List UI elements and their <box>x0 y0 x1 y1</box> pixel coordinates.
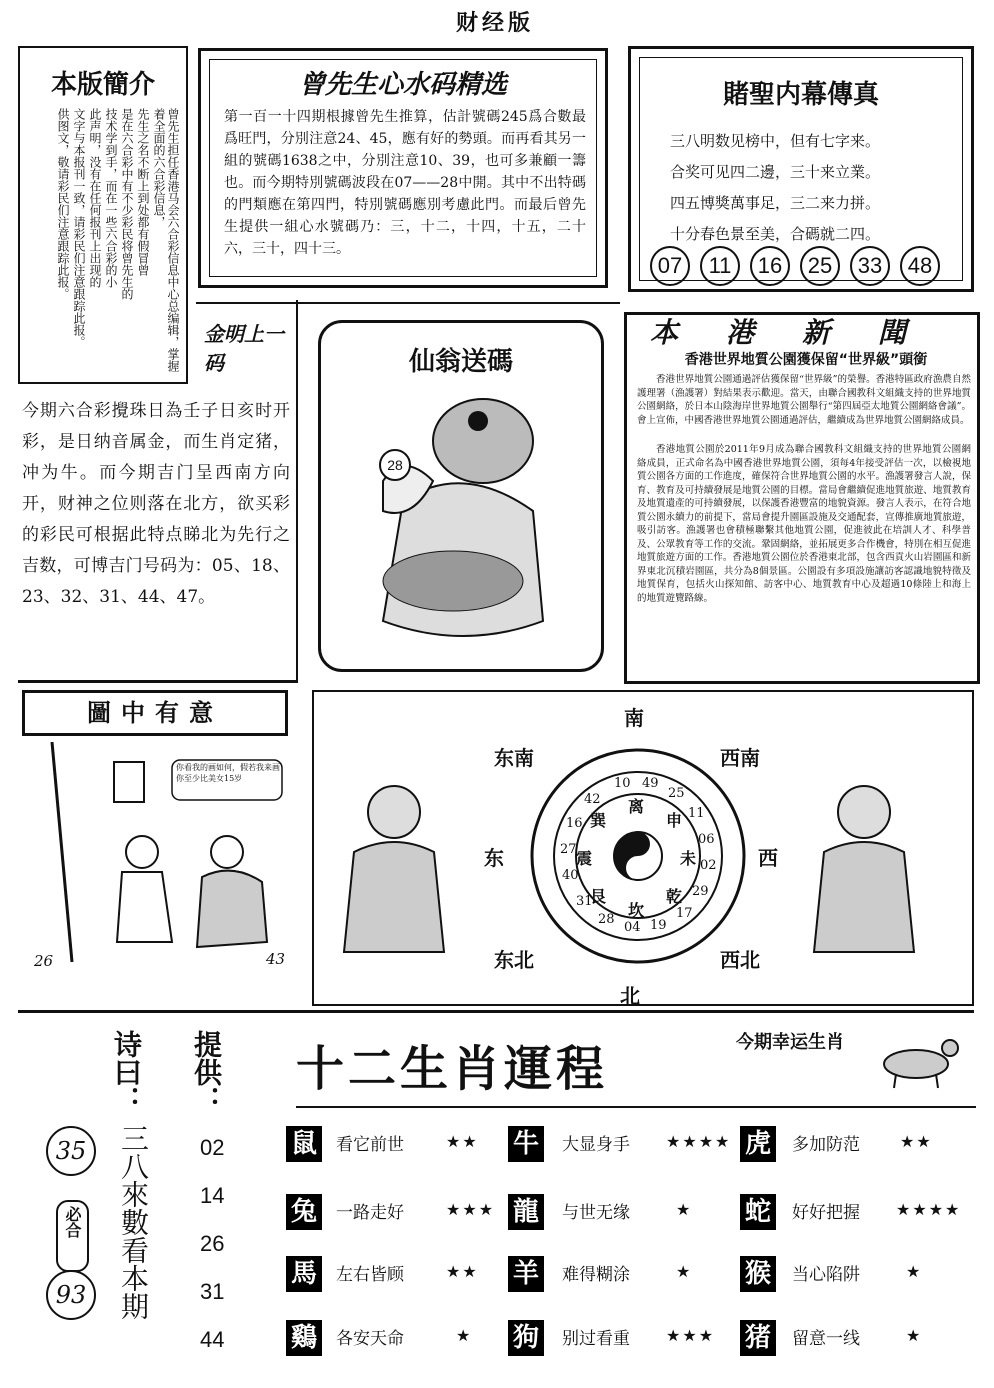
number-ball: 07 <box>650 246 690 286</box>
compass-number: 16 <box>566 816 583 831</box>
zodiac-sign: 狗 <box>508 1320 544 1356</box>
news-p2: 香港地質公園於2011年9月成為聯合國教科文組織支持的世界地質公園網絡成員，正式命名為中國香港世界地質公園，須每4年接受評估一次，以檢視地質公園各方面的工作進度，確保符合世界地質公園的水平。漁護署發言人說，保育、教育及可持續發展是地質公園的目標。當局會繼續促進地質旅遊、地質教育及地質遺產的可持續發展，以保護香港豐富的地貌資源。發言人表示，在符合地質公園永續力的前提下，當局會提升園區設施及交通配套，宣傳推廣地質旅遊，吸引訪客。漁護署也會積極聯繫其他地質公園，促進彼此在培訓人才、科學普及、公眾教育等工作的交流。鞏固網絡，並拓展更多合作機會，特別在相互促進地質旅遊方面的工作。香港地質公園位於香港東北部，包含西貢火山岩園區和新界東北沉積岩園區，共分為8個景區。公園設有多項設施讓訪客認識地貌特徵及地質保育，包括火山探知館、訪客中心、地質教育中心及超過10條陸上和海上的地質遊覽路線。 <box>637 444 971 604</box>
compass-number: 25 <box>668 786 685 801</box>
immortal-title: 仙翁送碼 <box>408 347 513 377</box>
zodiac-title: 十二生肖運程 <box>296 1041 609 1097</box>
zodiac-desc: 一路走好 <box>336 1203 404 1223</box>
compass-inner-label: 离 <box>628 797 645 816</box>
intro-box <box>18 46 188 384</box>
zodiac-desc: 好好把握 <box>792 1203 860 1223</box>
secret-numbers <box>650 246 950 286</box>
divider <box>18 680 298 683</box>
zodiac-desc: 难得糊涂 <box>562 1265 630 1285</box>
secret-inner <box>639 57 963 281</box>
zodiac-sign: 猪 <box>740 1320 776 1356</box>
provider-number: 26 <box>200 1231 225 1256</box>
zodiac-sign: 虎 <box>740 1126 776 1162</box>
poem-bidui: 必合 <box>56 1200 89 1272</box>
compass-number: 31 <box>576 894 593 909</box>
compass-number: 42 <box>584 792 601 807</box>
provider-number: 14 <box>200 1183 225 1208</box>
zodiac-sign: 牛 <box>508 1126 544 1162</box>
compass-number: 02 <box>700 858 717 873</box>
compass-number: 28 <box>598 912 615 927</box>
secret-box <box>628 46 974 292</box>
secret-line: 十分春色景至美，合碼就二四。 <box>670 225 881 243</box>
zodiac-desc: 大显身手 <box>562 1135 630 1155</box>
provider-numbers <box>200 1124 224 1364</box>
secret-line: 四五博獎萬事足，三二来力拼。 <box>670 194 881 212</box>
zodiac-underline <box>296 1106 976 1108</box>
zodiac-sign: 鼠 <box>286 1126 322 1162</box>
intro-col: 是在六合彩中有不少彩民将曾先生的 <box>120 108 134 300</box>
zodiac-sign: 猴 <box>740 1256 776 1292</box>
direction-northeast: 东北 <box>494 948 534 972</box>
provider-number: 31 <box>200 1279 225 1304</box>
compass-number: 10 <box>614 776 631 791</box>
intro-text <box>30 108 180 376</box>
direction-southeast: 东南 <box>494 746 534 770</box>
lucky-title: 金明上一码 <box>204 322 284 375</box>
cartoon-bubble: 你看我的画如何，假若我来画你至少比美女15岁 <box>176 763 280 783</box>
poem-circle: 35 <box>46 1126 96 1176</box>
compass-number: 06 <box>698 832 715 847</box>
provider-label: 提供： <box>190 1030 223 1114</box>
intro-col: 此声明，没有在任何报刊上出现的 <box>88 108 102 288</box>
secret-lines <box>670 126 880 250</box>
child-figure-left <box>334 762 454 962</box>
number-ball: 16 <box>750 246 790 286</box>
secret-line: 合奖可见四二邊，三十来立業。 <box>670 163 881 181</box>
zodiac-side: 今期幸运生肖 <box>736 1032 844 1053</box>
divider <box>296 300 298 680</box>
direction-south: 南 <box>624 706 644 730</box>
divider <box>196 302 620 304</box>
number-ball: 25 <box>800 246 840 286</box>
intro-title: 本版簡介 <box>50 70 155 100</box>
news-box <box>624 312 980 684</box>
number-ball: 11 <box>700 246 740 286</box>
number-ball: 33 <box>850 246 890 286</box>
secret-line: 三八明数见榜中，但有七字来。 <box>670 132 881 150</box>
zodiac-desc: 当心陷阱 <box>792 1265 860 1285</box>
intro-col: 曾先生担任香港马会六合彩信息中心总编辑，掌握着全面的六合彩信息， <box>152 108 180 372</box>
zodiac-stars: ★★★★ <box>666 1132 732 1151</box>
zodiac-stars: ★ <box>456 1326 473 1345</box>
zodiac-stars: ★ <box>676 1262 693 1281</box>
feature-body: 第一百一十四期根據曾先生推算，估計號碼245爲合數最爲旺門，分別注意24、45，應有好的勢頭。而再看其另一組的號碼1638之中，分別注意10、39，也可多兼顧一籌也。而今期特別號碼波段在07——28中開。其中不出特碼的門類應在第四門，特別號碼應別考慮此門。而最后曾先生提供一組心水號碼乃：三，十二，十四，十五，二十六，三十，四十三。 <box>224 109 586 257</box>
feature-title: 曾先生心水码精选 <box>298 70 507 100</box>
intro-col: 供图文，敬请彩民们注意跟踪此报。 <box>56 108 70 300</box>
zodiac-desc: 留意一线 <box>792 1329 860 1349</box>
divider <box>18 1010 974 1013</box>
masthead-text: 财经版 <box>455 11 534 36</box>
zodiac-desc: 各安天命 <box>336 1329 404 1349</box>
poem-label: 诗曰： <box>110 1030 143 1114</box>
compass-number: 27 <box>560 842 577 857</box>
intro-col: 先生之名不断上到处都有假冒曾 <box>136 108 150 276</box>
zodiac-stars: ★ <box>676 1200 693 1219</box>
compass-inner-label: 巽 <box>590 811 607 830</box>
compass-box <box>312 690 974 1006</box>
compass-inner-label: 坎 <box>628 901 645 920</box>
cartoon-number: 26 <box>34 952 54 970</box>
zodiac-stars: ★ <box>906 1262 923 1281</box>
intro-col: 文字与本报刊一致，请彩民们注意跟踪此报。 <box>72 108 86 348</box>
child-figure-right <box>804 762 924 962</box>
zodiac-desc: 与世无缘 <box>562 1203 630 1223</box>
zodiac-desc: 左右皆顾 <box>336 1265 404 1285</box>
number-ball: 48 <box>900 246 940 286</box>
zodiac-sign: 蛇 <box>740 1194 776 1230</box>
feature-box <box>198 48 608 288</box>
compass-number: 04 <box>624 920 641 935</box>
cartoon-title: 圖中有意 <box>87 699 223 727</box>
direction-northwest: 西北 <box>720 948 760 972</box>
zodiac-desc: 多加防范 <box>792 1135 860 1155</box>
zodiac-stars: ★ <box>906 1326 923 1345</box>
zodiac-sign: 羊 <box>508 1256 544 1292</box>
immortal-box <box>318 320 604 672</box>
feature-inner <box>209 59 597 277</box>
cartoon-title-box <box>22 690 288 736</box>
zodiac-sign: 龍 <box>508 1194 544 1230</box>
direction-southwest: 西南 <box>720 746 760 770</box>
lucky-text: 今期六合彩攪珠日為壬子日亥时开彩，是日纳音属金，而生肖定猪，冲为牛。而今期吉门呈西南方向开，财神之位则落在北方，欲买彩的彩民可根据此特点睇北为先行之吉数，可博吉门号码为：05、18、23、32、31、44、47。 <box>22 401 290 607</box>
direction-west: 西 <box>758 846 778 870</box>
poem-text: 三八來數看本期 <box>117 1124 150 1320</box>
intro-col: 技术学到手，而在一些六合彩的小 <box>104 108 118 288</box>
compass-inner-label: 乾 <box>666 887 683 906</box>
zodiac-stars: ★★★ <box>666 1326 716 1345</box>
poem-circle: 93 <box>46 1270 96 1320</box>
provider-number: 02 <box>200 1135 225 1160</box>
secret-title: 賭聖内幕傳真 <box>722 80 879 110</box>
compass-number: 29 <box>692 884 709 899</box>
zodiac-stars: ★★ <box>900 1132 933 1151</box>
compass-number: 49 <box>642 776 659 791</box>
compass-inner-labels <box>528 746 748 966</box>
immortal-badge: 28 <box>379 449 411 481</box>
masthead <box>420 6 570 36</box>
compass-number: 40 <box>562 868 579 883</box>
zodiac-stars: ★★ <box>446 1132 479 1151</box>
immortal-illustration <box>343 381 583 651</box>
compass-number: 19 <box>650 918 667 933</box>
zodiac-stars: ★★ <box>446 1262 479 1281</box>
zodiac-stars: ★★★★ <box>896 1200 962 1219</box>
compass-inner-label: 艮 <box>590 887 607 906</box>
zodiac-desc: 别过看重 <box>562 1329 630 1349</box>
compass-number: 11 <box>688 806 705 821</box>
compass-inner-label: 申 <box>666 811 683 830</box>
zodiac-sign: 鷄 <box>286 1320 322 1356</box>
zodiac-sign: 馬 <box>286 1256 322 1292</box>
news-tag: 本港新聞 <box>649 316 954 349</box>
compass-number: 17 <box>676 906 693 921</box>
compass-inner-label: 震 <box>576 849 593 868</box>
zodiac-sign: 兔 <box>286 1194 322 1230</box>
zodiac-desc: 看它前世 <box>336 1135 404 1155</box>
provider-number: 44 <box>200 1327 225 1352</box>
zodiac-stars: ★★★ <box>446 1200 496 1219</box>
direction-north: 北 <box>620 984 640 1008</box>
direction-east: 东 <box>484 846 504 870</box>
cartoon-number: 43 <box>266 950 286 968</box>
news-headline: 香港世界地質公園獲保留“世界級”頭銜 <box>684 352 928 368</box>
news-p1: 香港世界地質公園通過評估獲保留“世界級”的榮譽。香港特區政府漁農自然護理署（漁護署）對結果表示歡迎。當天，由聯合國教科文組織支持的世界地質公園網絡，於日本山陰海岸世界地質公園舉行“第四屆亞太地質公園網絡會議”。會上宣佈，中國香港世界地質公園通過評估，繼續成為世界地質公園網絡成員。 <box>637 374 971 426</box>
compass-inner-label: 未 <box>680 849 697 868</box>
goat-icon <box>866 1030 966 1090</box>
